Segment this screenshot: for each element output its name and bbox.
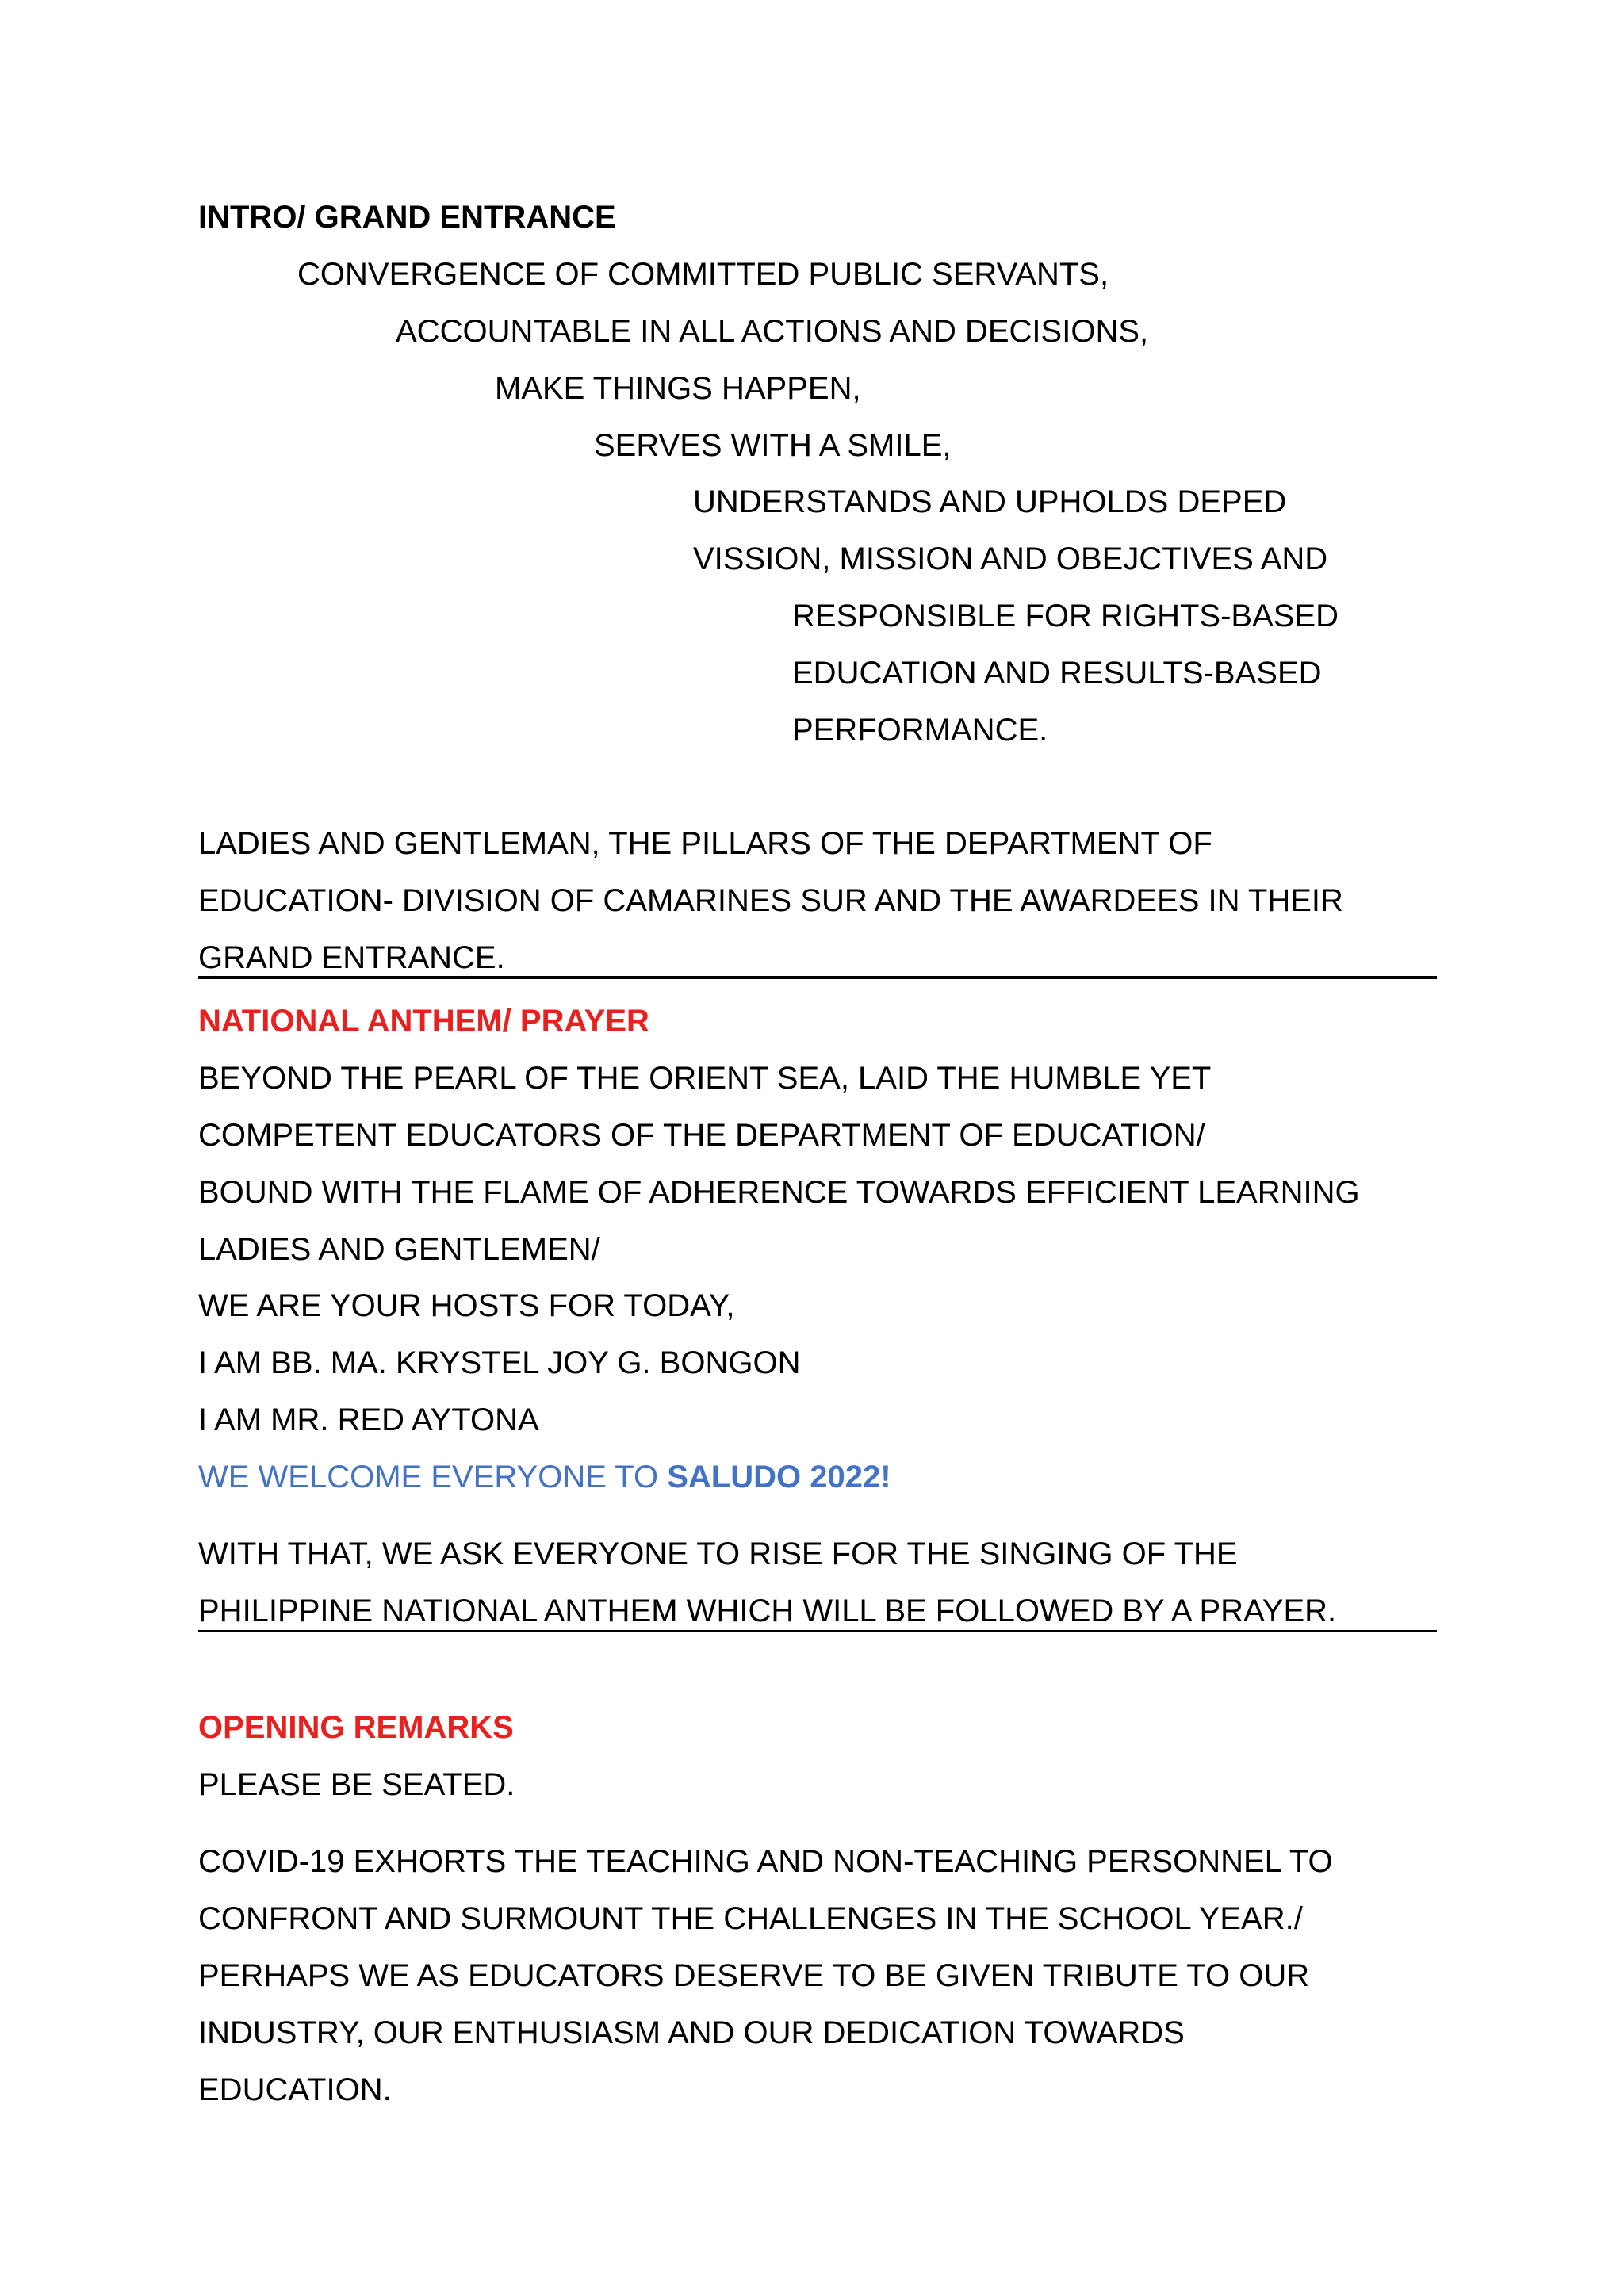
opening-paragraph-line: CONFRONT AND SURMOUNT THE CHALLENGES IN THE SCHOOL YEAR./ [198,1901,1303,1936]
intro-poem-line: CONVERGENCE OF COMMITTED PUBLIC SERVANTS, [297,257,1109,292]
opening-paragraph-line: PERHAPS WE AS EDUCATORS DESERVE TO BE GIVEN TRIBUTE TO OUR [198,1958,1310,1993]
intro-poem-line: MAKE THINGS HAPPEN, [495,371,861,406]
intro-poem-line: EDUCATION AND RESULTS-BASED [792,656,1322,691]
intro-paragraph-line: GRAND ENTRANCE. [198,940,505,975]
welcome-line [198,1458,891,1496]
anthem-closing-line: PHILIPPINE NATIONAL ANTHEM WHICH WILL BE FOLLOWED BY A PRAYER. [198,1594,1337,1628]
intro-paragraph-line: EDUCATION- DIVISION OF CAMARINES SUR AND THE AWARDEES IN THEIR [198,883,1343,918]
anthem-heading: NATIONAL ANTHEM/ PRAYER [198,1004,649,1039]
welcome-prefix: WE WELCOME EVERYONE TO [198,1460,668,1494]
anthem-line: LADIES AND GENTLEMEN/ [198,1232,600,1267]
intro-poem-line: PERFORMANCE. [792,713,1048,748]
intro-poem-line: VISSION, MISSION AND OBEJCTIVES AND [693,541,1328,576]
anthem-line: COMPETENT EDUCATORS OF THE DEPARTMENT OF EDUCATION/ [198,1118,1205,1153]
section-divider [198,1630,1437,1632]
intro-poem-line: UNDERSTANDS AND UPHOLDS DEPED [693,484,1287,519]
opening-paragraph-line: INDUSTRY, OUR ENTHUSIASM AND OUR DEDICATION TOWARDS [198,2015,1185,2050]
anthem-line: I AM MR. RED AYTONA [198,1402,539,1437]
opening-paragraph-line: COVID-19 EXHORTS THE TEACHING AND NON-TEACHING PERSONNEL TO [198,1844,1333,1879]
opening-paragraph-line: EDUCATION. [198,2072,392,2107]
event-name: SALUDO 2022! [667,1460,891,1494]
intro-paragraph-line: LADIES AND GENTLEMAN, THE PILLARS OF THE DEPARTMENT OF [198,826,1212,861]
anthem-line: WE ARE YOUR HOSTS FOR TODAY, [198,1288,735,1323]
anthem-line: BEYOND THE PEARL OF THE ORIENT SEA, LAID THE HUMBLE YET [198,1061,1212,1096]
anthem-line: BOUND WITH THE FLAME OF ADHERENCE TOWARDS EFFICIENT LEARNING [198,1175,1360,1210]
intro-poem-line: RESPONSIBLE FOR RIGHTS-BASED [792,599,1339,633]
intro-poem-line: SERVES WITH A SMILE, [594,428,952,463]
anthem-line: I AM BB. MA. KRYSTEL JOY G. BONGON [198,1345,801,1380]
intro-poem-line: ACCOUNTABLE IN ALL ACTIONS AND DECISIONS, [396,314,1149,349]
opening-heading: OPENING REMARKS [198,1710,514,1745]
section-divider [198,976,1437,979]
opening-seated: PLEASE BE SEATED. [198,1767,515,1802]
anthem-closing-line: WITH THAT, WE ASK EVERYONE TO RISE FOR THE SINGING OF THE [198,1536,1238,1571]
intro-heading: INTRO/ GRAND ENTRANCE [198,200,616,235]
